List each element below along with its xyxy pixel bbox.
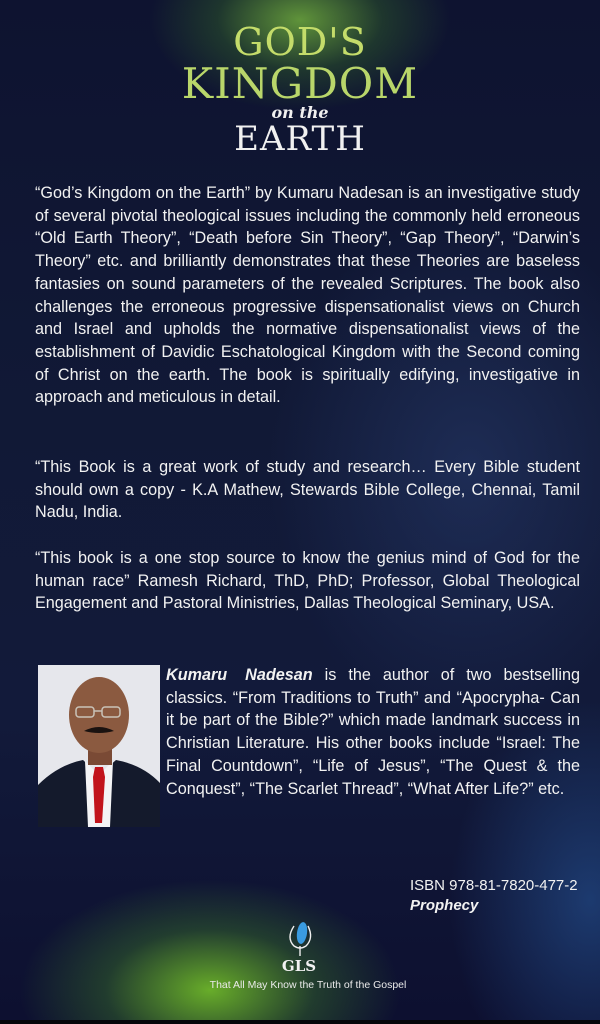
author-bio-text: is the author of two bestselling classics. “From Traditions to Truth” and “Apocrypha- Can it be part of the Bible?” which made landmark success in Christian Literature. His other books include “Israel: The Final Countdown”, “Life of Jesus”, “The Quest & the Conquest”, “The Scarlet Thread”, “What After Life?” etc.	[166, 666, 580, 798]
author-bio	[166, 664, 580, 800]
publisher-tagline: That All May Know the Truth of the Gospel	[209, 979, 407, 991]
author-photo	[38, 665, 160, 827]
author-name: Kumaru Nadesan	[166, 666, 313, 684]
title-line-on-the: on the	[271, 103, 329, 122]
book-category: Prophecy	[410, 897, 479, 914]
book-title	[0, 22, 600, 158]
title-line-kingdom: KINGDOM	[181, 59, 419, 108]
book-description: “God’s Kingdom on the Earth” by Kumaru Nadesan is an investigative study of several pivotal theological issues including the commonly held erroneous “Old Earth Theory”, “Death before Sin Theory”, “Gap Theory”, “Darwin’s Theory” etc. and brilliantly demonstrates that these Theories are baseless fantasies on sound parameters of the revealed Scriptures. The book also challenges the erroneous progressive dispensationalist views on Church and Israel and upholds the normative dispensationalist views of the establishment of Davidic Eschatological Kingdom with the Second coming of Christ on the earth. The book is spiritually edifying, investigative in approach and meticulous in detail.	[35, 184, 580, 407]
bottom-edge	[0, 1020, 600, 1024]
publisher-name: GLS	[281, 957, 317, 975]
author-portrait-icon	[38, 665, 160, 827]
isbn-block	[410, 876, 578, 916]
endorsement-mathew: “This Book is a great work of study and research… Every Bible student should own a copy - K.A Mathew, Stewards Bible College, Chennai, Tamil Nadu, India.	[35, 458, 580, 522]
title-line-earth: EARTH	[234, 119, 366, 159]
isbn: ISBN 978-81-7820-477-2	[410, 877, 578, 894]
endorsement-richard: “This book is a one stop source to know the genius mind of God for the human race” Ramesh Richard, ThD, PhD; Professor, Global Theological Engagement and Pastoral Ministries, Dallas Theological Seminary, USA.	[35, 549, 580, 613]
title-line-gods: GOD'S	[233, 20, 367, 64]
